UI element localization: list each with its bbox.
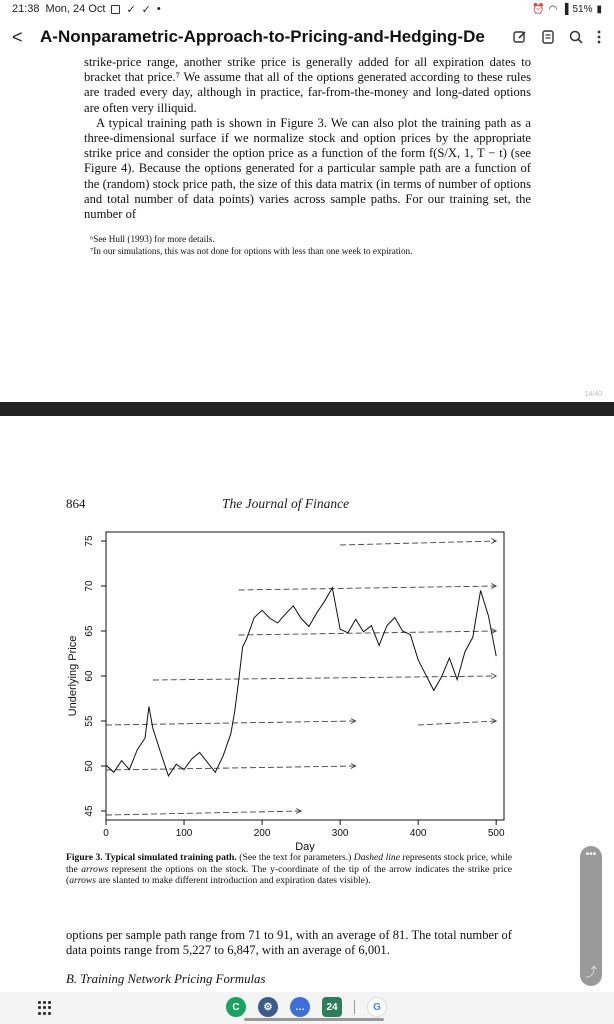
x-tick-label-4: 400 <box>409 828 427 839</box>
pdf-page-previous[interactable] <box>0 55 614 402</box>
paragraph-options-count: options per sample path range from 71 to 91, with an average of 81. The total number of data points range from 5,227 to 6,847, with an average of 6,001. <box>66 928 512 958</box>
caption-text-3: represent the options on the stock. The y-coordinate of the tip of the arrow indicates the strike price ( <box>66 863 513 887</box>
x-tick-label-0: 0 <box>103 828 109 839</box>
page-number: 864 <box>66 496 86 511</box>
section-heading: B. Training Network Pricing Formulas <box>66 972 266 986</box>
calendar-app-icon[interactable]: 24 <box>322 997 342 1017</box>
share-arrow-icon[interactable]: ⤴ <box>584 965 597 979</box>
messages-app-icon[interactable]: … <box>290 997 310 1017</box>
dock-separator <box>354 1000 355 1014</box>
caption-italic-1: Dashed line <box>353 852 400 863</box>
navigation-bar <box>0 992 614 1024</box>
pdf-page-current[interactable] <box>0 416 614 992</box>
option-arrow-3 <box>153 676 496 680</box>
x-tick-label-5: 500 <box>487 828 505 839</box>
journal-name: The Journal of Finance <box>222 496 350 511</box>
footnote-7: ⁷In our simulations, this was not done for options with less than one week to expiration. <box>90 245 413 256</box>
google-app-icon[interactable]: G <box>367 997 387 1017</box>
x-tick-label-2: 200 <box>253 828 271 839</box>
x-tick-label-1: 100 <box>175 828 193 839</box>
more-notifications-icon: • <box>156 3 161 15</box>
x-tick-label-3: 300 <box>331 828 349 839</box>
status-date: Mon, 24 Oct <box>45 3 106 15</box>
option-arrow-7 <box>418 721 496 725</box>
battery-icon: ▮ <box>596 3 602 15</box>
page-divider <box>0 402 614 416</box>
x-axis-label: Day <box>295 841 315 852</box>
back-button[interactable]: < <box>12 26 23 47</box>
caption-italic-2: arrows <box>81 863 109 875</box>
y-tick-label-2: 55 <box>84 715 95 727</box>
alarm-icon: ⏰ <box>532 3 545 15</box>
gallery-notification-icon <box>111 5 120 14</box>
option-arrowhead-3 <box>491 674 496 679</box>
stock-price-line-0 <box>106 588 496 776</box>
caption-text-4: are slanted to make different introduction and expiration dates visible). <box>96 875 371 887</box>
y-tick-label-6: 75 <box>84 535 95 547</box>
status-bar <box>0 0 614 18</box>
wifi-icon: ◠ <box>548 3 558 15</box>
caption-label: Figure 3. Typical simulated training path. <box>66 852 237 863</box>
page-body-text <box>84 55 531 222</box>
document-title: A-Nonparametric-Approach-to-Pricing-and-Hedging-De <box>40 27 485 46</box>
battery-percent: 51% <box>572 3 593 15</box>
y-tick-label-5: 70 <box>84 580 95 592</box>
page-indicator: 14/40 <box>584 391 602 398</box>
side-panel-handle[interactable] <box>580 846 602 986</box>
footnote-6: ⁶See Hull (1993) for more details. <box>90 234 215 244</box>
signal-icon: ▐ <box>561 3 569 15</box>
option-arrow-2 <box>106 721 356 725</box>
y-tick-label-1: 50 <box>84 760 95 772</box>
reader-mode-icon[interactable] <box>540 29 556 45</box>
search-icon[interactable] <box>568 29 584 45</box>
download-notification-icon: ✓ <box>126 3 136 16</box>
y-axis-label: Underlying Price <box>67 635 79 717</box>
option-arrow-1 <box>106 766 356 770</box>
caption-italic-3: arrows <box>69 875 97 887</box>
app-dock <box>226 997 387 1017</box>
y-tick-label-3: 60 <box>84 670 95 682</box>
home-indicator <box>244 1018 384 1021</box>
classroom-app-icon[interactable]: C <box>226 997 246 1017</box>
option-arrow-0 <box>106 811 301 815</box>
option-arrow-6 <box>340 541 496 545</box>
figure-caption <box>66 852 512 887</box>
caption-text-1: (See the text for parameters.) <box>236 852 354 863</box>
app-drawer-icon[interactable] <box>38 1001 52 1015</box>
more-options-icon[interactable] <box>596 29 602 45</box>
footnotes <box>90 234 530 257</box>
y-tick-label-4: 65 <box>84 625 95 637</box>
app-bar <box>0 22 614 52</box>
paragraph-training-path: A typical training path is shown in Figure 3. We can also plot the training path as a three-dimensional surface if we normalize stock and option prices by the appropriate strike price and consider the option price as a function of the form f(S/X, 1, T − t) (see Figure 4). Because the options generated for a particular sample path are a function of the (random) stock price path, the size of this data matrix (in terms of number of options and total number of data points) varies across sample paths. For our training set, the number of <box>84 115 531 222</box>
caption-text-2: represents stock price, while the <box>66 852 512 875</box>
download-notification-icon-2: ✓ <box>141 3 151 16</box>
option-arrow-5 <box>239 586 497 590</box>
settings-app-icon[interactable]: ⚙ <box>258 997 278 1017</box>
option-arrow-4 <box>239 631 497 635</box>
paragraph-strike-range: strike-price range, another strike price is generally added for all expiration dates to bracket that price.⁷ We assume that all of the options generated according to these rules are traded every day, although in practice, far-from-the-money and long-dated options are often very illiquid. <box>84 55 531 115</box>
side-menu-dots-icon[interactable]: ••• <box>585 849 597 860</box>
plot-frame <box>106 532 504 820</box>
figure-3-chart <box>60 522 510 852</box>
y-tick-label-0: 45 <box>84 805 95 817</box>
edit-icon[interactable] <box>512 29 528 45</box>
status-time: 21:38 <box>12 3 40 15</box>
